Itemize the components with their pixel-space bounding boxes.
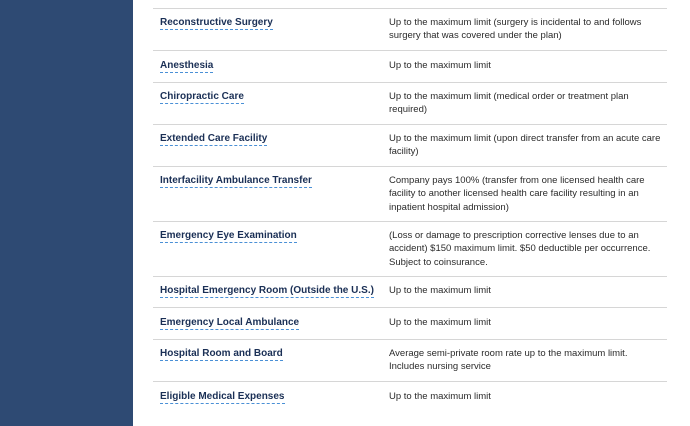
table-row bbox=[153, 382, 667, 412]
benefit-term-link[interactable]: Hospital Emergency Room (Outside the U.S.) bbox=[160, 285, 374, 296]
benefit-description: Up to the maximum limit bbox=[389, 391, 491, 402]
benefit-term-link[interactable]: Anesthesia bbox=[160, 60, 214, 71]
benefit-description: Up to the maximum limit (surgery is incidental to and follows surgery that was covered under the plan) bbox=[389, 17, 642, 42]
benefit-description: Average semi-private room rate up to the maximum limit. Includes nursing service bbox=[389, 348, 628, 373]
benefit-description: Up to the maximum limit (upon direct transfer from an acute care facility) bbox=[389, 133, 661, 158]
table-row bbox=[153, 308, 667, 340]
benefit-term-link[interactable]: Hospital Room and Board bbox=[160, 348, 283, 359]
table-row bbox=[153, 340, 667, 382]
table-row bbox=[153, 277, 667, 308]
benefit-description: Up to the maximum limit bbox=[389, 60, 491, 71]
table-row bbox=[153, 83, 667, 125]
benefit-description: Up to the maximum limit bbox=[389, 317, 491, 328]
benefit-term-link[interactable]: Reconstructive Surgery bbox=[160, 17, 273, 28]
benefit-term-link[interactable]: Emergency Local Ambulance bbox=[160, 317, 300, 328]
benefit-description: Up to the maximum limit (medical order or treatment plan required) bbox=[389, 91, 629, 116]
benefit-term-link[interactable]: Interfacility Ambulance Transfer bbox=[160, 175, 312, 186]
table-row bbox=[153, 51, 667, 83]
benefit-term-link[interactable]: Extended Care Facility bbox=[160, 133, 268, 144]
table-row bbox=[153, 9, 667, 51]
benefit-term-link[interactable]: Chiropractic Care bbox=[160, 91, 244, 102]
benefit-description: (Loss or damage to prescription corrective lenses due to an accident) $150 maximum limit. $50 deductible per occurrence. Subject to coinsurance. bbox=[389, 230, 651, 268]
left-sidebar-panel bbox=[0, 0, 133, 426]
table-row bbox=[153, 125, 667, 167]
benefit-description: Up to the maximum limit bbox=[389, 285, 491, 296]
table-row bbox=[153, 222, 667, 277]
table-row bbox=[153, 167, 667, 222]
benefit-term-link[interactable]: Eligible Medical Expenses bbox=[160, 391, 285, 402]
benefit-description: Company pays 100% (transfer from one licensed health care facility to another licensed health care facility resulting in an inpatient hospital admission) bbox=[389, 175, 645, 213]
benefit-term-link[interactable]: Emergency Eye Examination bbox=[160, 230, 297, 241]
